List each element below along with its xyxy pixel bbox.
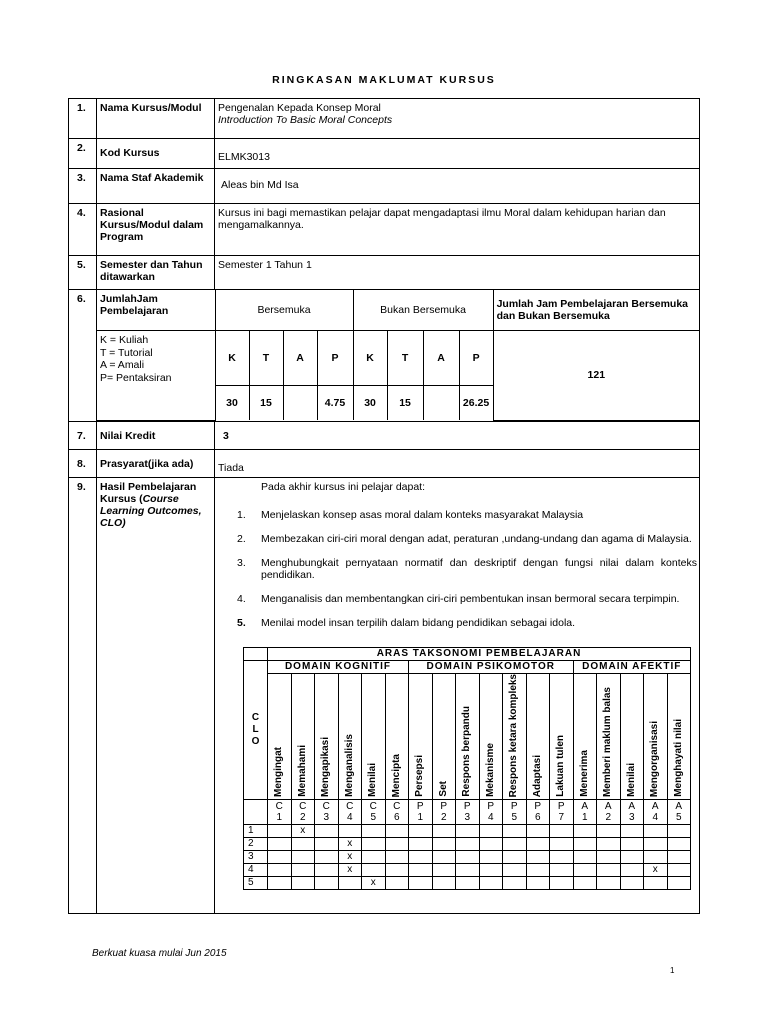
taxonomy-mark-cell <box>338 876 362 889</box>
taxonomy-mark-cell <box>291 837 315 850</box>
total-hours-label: Jumlah Jam Pembelajaran Bersemuka dan Bukan Bersemuka <box>493 290 699 331</box>
taxonomy-level-label: Respons berpandu <box>461 706 473 797</box>
taxonomy-mark-cell <box>456 876 480 889</box>
taxonomy-mark-cell <box>597 850 621 863</box>
legend-item: K = Kuliah <box>100 334 149 346</box>
legend-item: T = Tutorial <box>100 346 153 359</box>
rationale-value: Kursus ini bagi memastikan pelajar dapat mengadaptasi ilmu Moral dalam kehidupan harian dan mengamalkannya. <box>215 204 700 256</box>
taxonomy-mark-cell <box>667 850 691 863</box>
row-number: 5. <box>69 256 97 290</box>
taxonomy-mark-cell <box>432 824 456 837</box>
taxonomy-mark-cell <box>385 863 409 876</box>
learning-hours-label: JumlahJam Pembelajaran <box>97 290 215 331</box>
taxonomy-mark-cell <box>667 863 691 876</box>
taxonomy-mark-cell <box>573 876 597 889</box>
taxonomy-level-header <box>503 673 527 799</box>
course-code-value: ELMK3013 <box>215 139 700 169</box>
taxonomy-mark-cell <box>291 876 315 889</box>
taxonomy-mark-cell <box>479 837 503 850</box>
taxonomy-code-cell: A 5 <box>667 799 691 824</box>
taxonomy-mark-cell <box>503 824 527 837</box>
taxonomy-mark-cell <box>550 850 574 863</box>
taxonomy-code-cell: P 1 <box>409 799 433 824</box>
learning-hours-table <box>97 290 699 421</box>
taxonomy-title: ARAS TAKSONOMI PEMBELAJARAN <box>268 647 691 660</box>
row-number: 2. <box>69 139 97 169</box>
hours-value-cell: 15 <box>387 386 423 421</box>
legend-item: P= Pentaksiran <box>100 371 172 384</box>
course-code-label: Kod Kursus <box>97 139 215 169</box>
taxonomy-mark-cell <box>597 876 621 889</box>
row-number: 1. <box>69 99 97 139</box>
taxonomy-mark-cell <box>409 876 433 889</box>
course-name-label: Nama Kursus/Modul <box>97 99 215 139</box>
taxonomy-level-label: Memberi maklum balas <box>602 686 614 797</box>
face-to-face-header: Bersemuka <box>215 290 353 331</box>
domain-cognitive: DOMAIN KOGNITIF <box>268 660 409 673</box>
semester-value: Semester 1 Tahun 1 <box>215 256 700 290</box>
row-number: 6. <box>69 290 97 422</box>
taxonomy-mark-cell <box>268 837 292 850</box>
taxonomy-mark-cell <box>456 863 480 876</box>
clo-item: 2. Membezakan ciri-ciri moral dengan adat, peraturan ,undang-undang dan agama di Malaysia. <box>237 532 692 545</box>
taxonomy-mark-cell <box>456 850 480 863</box>
taxonomy-row <box>244 876 691 889</box>
taxonomy-level-header <box>315 673 339 799</box>
clo-column-label: C L O <box>251 711 260 747</box>
taxonomy-level-header <box>479 673 503 799</box>
taxonomy-mark-cell <box>620 876 644 889</box>
effective-date-note: Berkuat kuasa mulai Jun 2015 <box>92 948 227 959</box>
taxonomy-code-cell: A 4 <box>644 799 668 824</box>
clo-column-header <box>244 660 268 799</box>
clo-item: 4. Menganalisis dan membentangkan ciri-ciri pembentukan insan bermoral secara terpimpin. <box>237 592 680 605</box>
hours-header-cell: K <box>353 331 387 386</box>
taxonomy-mark-cell <box>620 850 644 863</box>
taxonomy-level-label: Lakuan tulen <box>555 735 567 797</box>
taxonomy-mark-cell <box>362 837 386 850</box>
clo-number: 4 <box>244 863 268 876</box>
prerequisite-value: Tiada <box>215 449 700 477</box>
taxonomy-level-label: Mencipta <box>390 753 402 797</box>
taxonomy-mark-cell <box>620 863 644 876</box>
clo-number: 5 <box>244 876 268 889</box>
taxonomy-code-cell: P 3 <box>456 799 480 824</box>
clo-number: 2 <box>244 837 268 850</box>
taxonomy-mark-cell <box>291 863 315 876</box>
hours-header-cell: T <box>249 331 283 386</box>
taxonomy-level-label: Menilai <box>625 762 637 797</box>
clo-item: 1. Menjelaskan konsep asas moral dalam konteks masyarakat Malaysia <box>237 508 584 521</box>
taxonomy-level-header <box>338 673 362 799</box>
taxonomy-mark-cell <box>268 876 292 889</box>
taxonomy-mark-cell <box>479 876 503 889</box>
prerequisite-label: Prasyarat(jika ada) <box>97 449 215 477</box>
code-corner <box>244 799 268 824</box>
taxonomy-mark-cell <box>362 824 386 837</box>
taxonomy-level-header <box>268 673 292 799</box>
taxonomy-mark-cell <box>291 850 315 863</box>
taxonomy-mark-cell <box>620 824 644 837</box>
taxonomy-mark-cell <box>432 876 456 889</box>
taxonomy-mark-cell <box>456 824 480 837</box>
academic-staff-value: Aleas bin Md Isa <box>215 169 700 204</box>
taxonomy-mark-cell <box>644 876 668 889</box>
taxonomy-mark-cell <box>597 837 621 850</box>
course-name-english: Introduction To Basic Moral Concepts <box>218 114 393 126</box>
hours-header-cell: T <box>387 331 423 386</box>
taxonomy-code-cell: A 3 <box>620 799 644 824</box>
taxonomy-mark-cell <box>573 863 597 876</box>
academic-staff-label: Nama Staf Akademik <box>97 169 215 204</box>
taxonomy-level-header <box>644 673 668 799</box>
taxonomy-mark-cell <box>573 850 597 863</box>
taxonomy-row <box>244 863 691 876</box>
taxonomy-mark-cell <box>667 876 691 889</box>
taxonomy-mark-cell <box>620 837 644 850</box>
clo-label-text: Hasil Pembelajaran Kursus ( <box>100 480 197 505</box>
taxonomy-mark-cell <box>597 824 621 837</box>
taxonomy-level-label: Mengorganisasi <box>649 720 661 797</box>
taxonomy-mark-cell <box>550 876 574 889</box>
taxonomy-mark-cell <box>503 837 527 850</box>
taxonomy-mark-cell <box>573 837 597 850</box>
clo-item: 5. Menilai model insan terpilih dalam bidang pendidikan sebagai idola. <box>237 616 576 629</box>
taxonomy-code-cell: C 4 <box>338 799 362 824</box>
row-number: 7. <box>69 421 97 449</box>
semester-label: Semester dan Tahun ditawarkan <box>97 256 215 290</box>
taxonomy-level-header <box>291 673 315 799</box>
taxonomy-mark-cell <box>526 824 550 837</box>
page-number: 1 <box>670 966 675 975</box>
taxonomy-corner <box>244 647 268 660</box>
taxonomy-level-header <box>550 673 574 799</box>
legend-item: A = Amali <box>100 359 145 371</box>
taxonomy-mark-cell <box>409 824 433 837</box>
taxonomy-mark-cell <box>479 863 503 876</box>
hours-value-cell: 30 <box>215 386 249 421</box>
taxonomy-mark-cell <box>315 837 339 850</box>
taxonomy-mark-cell <box>385 824 409 837</box>
hours-value-cell <box>283 386 317 421</box>
clo-label <box>97 477 215 913</box>
row-number: 8. <box>69 449 97 477</box>
credit-value-label: Nilai Kredit <box>97 421 215 449</box>
taxonomy-row <box>244 850 691 863</box>
domain-psychomotor: DOMAIN PSIKOMOTOR <box>409 660 574 673</box>
hours-header-cell: A <box>423 331 459 386</box>
taxonomy-mark-cell <box>526 876 550 889</box>
taxonomy-level-header <box>620 673 644 799</box>
taxonomy-mark-cell <box>597 863 621 876</box>
taxonomy-mark-cell <box>409 850 433 863</box>
taxonomy-level-header <box>362 673 386 799</box>
taxonomy-mark-cell <box>550 863 574 876</box>
taxonomy-mark-cell: x <box>338 850 362 863</box>
taxonomy-mark-cell <box>432 850 456 863</box>
taxonomy-mark-cell <box>503 876 527 889</box>
taxonomy-mark-cell <box>667 824 691 837</box>
taxonomy-mark-cell <box>456 837 480 850</box>
taxonomy-code-cell: P 2 <box>432 799 456 824</box>
clo-number: 1 <box>244 824 268 837</box>
taxonomy-mark-cell <box>644 850 668 863</box>
rationale-label: Rasional Kursus/Modul dalam Program <box>97 204 215 256</box>
taxonomy-mark-cell <box>526 837 550 850</box>
taxonomy-level-header <box>385 673 409 799</box>
taxonomy-level-label: Menilai <box>367 762 379 797</box>
taxonomy-code-cell: C 5 <box>362 799 386 824</box>
taxonomy-mark-cell <box>479 850 503 863</box>
document-title: RINGKASAN MAKLUMAT KURSUS <box>272 74 496 86</box>
taxonomy-table <box>243 647 691 890</box>
taxonomy-level-label: Mengapikasi <box>320 736 332 797</box>
non-face-to-face-header: Bukan Bersemuka <box>353 290 493 331</box>
taxonomy-mark-cell <box>315 876 339 889</box>
hours-value-cell <box>423 386 459 421</box>
taxonomy-mark-cell <box>338 824 362 837</box>
clo-label-italic: Course Learning Outcomes, CLO) <box>100 492 202 529</box>
taxonomy-mark-cell <box>315 863 339 876</box>
taxonomy-mark-cell <box>315 824 339 837</box>
taxonomy-code-cell: C 1 <box>268 799 292 824</box>
taxonomy-code-cell: C 3 <box>315 799 339 824</box>
taxonomy-code-cell: P 7 <box>550 799 574 824</box>
row-number: 3. <box>69 169 97 204</box>
total-hours-value: 121 <box>493 331 699 421</box>
hours-header-cell: P <box>317 331 353 386</box>
taxonomy-mark-cell <box>503 850 527 863</box>
taxonomy-level-header <box>573 673 597 799</box>
taxonomy-level-header <box>667 673 691 799</box>
taxonomy-level-header <box>432 673 456 799</box>
hours-value-cell: 30 <box>353 386 387 421</box>
taxonomy-code-cell: P 6 <box>526 799 550 824</box>
taxonomy-mark-cell <box>268 850 292 863</box>
taxonomy-level-label: Mengingat <box>273 746 285 797</box>
taxonomy-code-cell: P 4 <box>479 799 503 824</box>
credit-value: 3 <box>215 421 700 449</box>
taxonomy-code-cell: A 1 <box>573 799 597 824</box>
taxonomy-level-header <box>526 673 550 799</box>
taxonomy-mark-cell <box>315 850 339 863</box>
taxonomy-mark-cell <box>550 824 574 837</box>
taxonomy-mark-cell: x <box>362 876 386 889</box>
taxonomy-mark-cell <box>268 824 292 837</box>
hours-value-cell: 26.25 <box>459 386 493 421</box>
taxonomy-mark-cell <box>362 863 386 876</box>
taxonomy-mark-cell <box>667 837 691 850</box>
taxonomy-mark-cell <box>550 837 574 850</box>
taxonomy-mark-cell <box>432 863 456 876</box>
taxonomy-level-header <box>456 673 480 799</box>
taxonomy-mark-cell <box>526 850 550 863</box>
clo-intro: Pada akhir kursus ini pelajar dapat: <box>261 480 426 493</box>
taxonomy-level-label: Menghayati nilai <box>672 719 684 797</box>
taxonomy-row <box>244 837 691 850</box>
taxonomy-row <box>244 824 691 837</box>
domain-affective: DOMAIN AFEKTIF <box>573 660 691 673</box>
taxonomy-mark-cell <box>362 850 386 863</box>
hours-value-cell: 4.75 <box>317 386 353 421</box>
taxonomy-mark-cell <box>385 850 409 863</box>
hours-value-cell: 15 <box>249 386 283 421</box>
taxonomy-mark-cell <box>644 837 668 850</box>
hours-header-cell: K <box>215 331 249 386</box>
row-number: 9. <box>69 477 97 913</box>
taxonomy-mark-cell <box>432 837 456 850</box>
taxonomy-mark-cell <box>409 863 433 876</box>
hours-header-cell: P <box>459 331 493 386</box>
course-summary-table <box>68 98 700 914</box>
taxonomy-level-label: Memahami <box>296 745 308 797</box>
taxonomy-mark-cell <box>409 837 433 850</box>
taxonomy-level-label: Set <box>437 781 449 797</box>
row-number: 4. <box>69 204 97 256</box>
taxonomy-level-label: Menerima <box>578 750 590 797</box>
clo-list <box>215 509 699 629</box>
taxonomy-level-label: Respons ketara kompleks <box>508 673 520 797</box>
taxonomy-mark-cell <box>526 863 550 876</box>
taxonomy-mark-cell <box>479 824 503 837</box>
course-name-value: Pengenalan Kepada Konsep Moral <box>218 102 381 114</box>
taxonomy-mark-cell <box>573 824 597 837</box>
clo-item: 3. Menghubungkait pernyataan normatif dan deskriptif dengan fungsi nilai dalam konteks pendidikan. <box>237 556 697 581</box>
taxonomy-mark-cell: x <box>338 863 362 876</box>
taxonomy-level-label: Menganalisis <box>343 734 355 797</box>
taxonomy-level-label: Persepsi <box>414 755 426 797</box>
taxonomy-mark-cell <box>644 824 668 837</box>
taxonomy-code-cell: C 6 <box>385 799 409 824</box>
taxonomy-level-header <box>409 673 433 799</box>
taxonomy-mark-cell <box>503 863 527 876</box>
taxonomy-mark-cell <box>268 863 292 876</box>
taxonomy-level-header <box>597 673 621 799</box>
taxonomy-mark-cell: x <box>644 863 668 876</box>
hours-legend <box>97 331 215 421</box>
taxonomy-mark-cell: x <box>338 837 362 850</box>
taxonomy-code-cell: C 2 <box>291 799 315 824</box>
taxonomy-code-cell: A 2 <box>597 799 621 824</box>
hours-header-cell: A <box>283 331 317 386</box>
taxonomy-code-cell: P 5 <box>503 799 527 824</box>
taxonomy-mark-cell <box>385 837 409 850</box>
taxonomy-mark-cell <box>385 876 409 889</box>
taxonomy-mark-cell: x <box>291 824 315 837</box>
taxonomy-level-label: Mekanisme <box>484 742 496 797</box>
clo-number: 3 <box>244 850 268 863</box>
taxonomy-level-label: Adaptasi <box>531 754 543 797</box>
